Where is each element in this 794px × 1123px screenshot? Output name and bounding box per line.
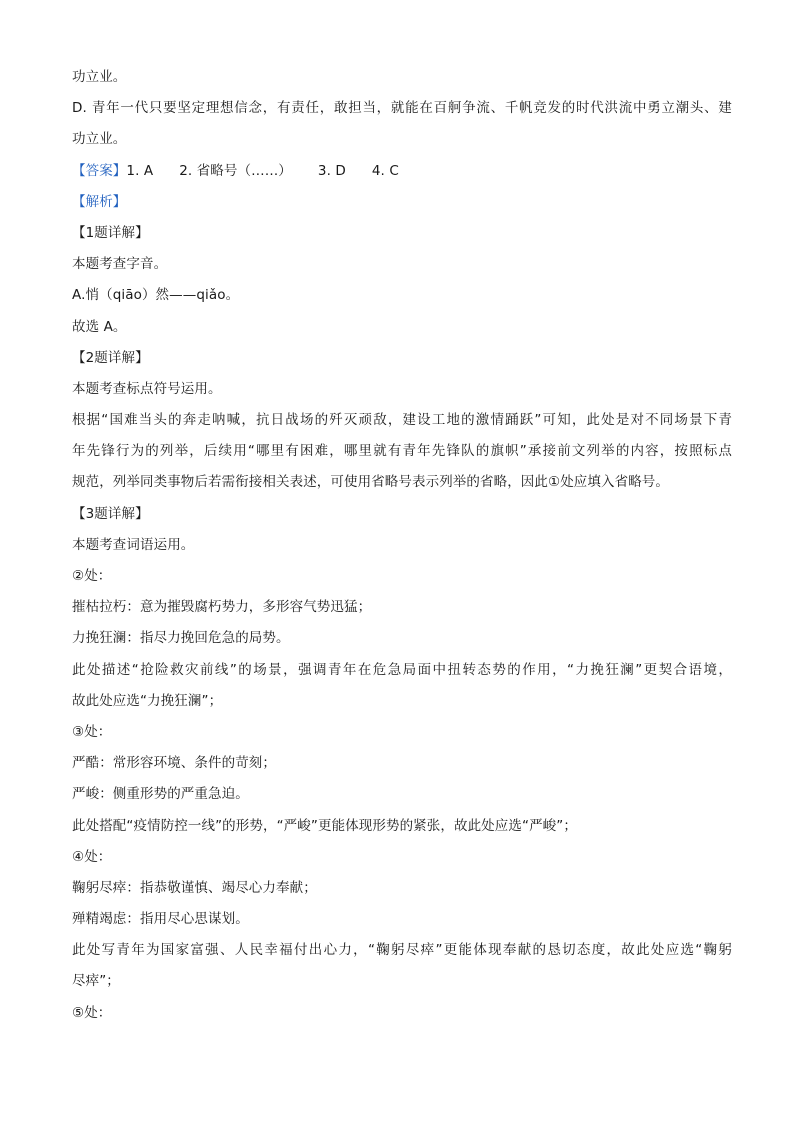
text-line: 严酷：常形容环境、条件的苛刻； — [72, 755, 276, 772]
text-line: 本题考查词语运用。 — [72, 536, 195, 553]
text-line: 此处描述“抢险救灾前线”的场景，强调青年在危急局面中扭转态势的作用，“力挽狂澜”更契合语境， — [72, 661, 732, 678]
analysis-tag: 【解析】 — [72, 193, 127, 210]
section-heading: 【2题详解】 — [72, 349, 149, 366]
text-line: 年先锋行为的列举，后续用“哪里有困难，哪里就有青年先锋队的旗帜”承接前文列举的内容，按照标点 — [72, 443, 732, 460]
answer-tag: 【答案】 — [72, 162, 127, 179]
text-line: 故选 A。 — [72, 318, 127, 335]
text-line: A.悄（qiāo）然——qiǎo。 — [72, 287, 240, 304]
text-line: 功立业。 — [72, 131, 127, 148]
text-line: 殚精竭虑：指用尽心思谋划。 — [72, 911, 249, 928]
text-line: ④处： — [72, 848, 112, 865]
text-line: 本题考查标点符号运用。 — [72, 380, 222, 397]
analysis-line — [72, 187, 732, 218]
text-line: 此处搭配“疫情防控一线”的形势，“严峻”更能体现形势的紧张，故此处应选“严峻”； — [72, 817, 577, 834]
document-page — [72, 62, 732, 1029]
answer-item: 1. A — [126, 162, 154, 179]
text-line: 故此处应选“力挽狂澜”； — [72, 692, 223, 709]
text-line: ⑤处： — [72, 1004, 112, 1021]
answer-item: 3. D — [317, 162, 346, 179]
answer-item: 4. C — [371, 162, 399, 179]
text-line: 此处写青年为国家富强、人民幸福付出心力，“鞠躬尽瘁”更能体现奉献的恳切态度，故此处应选“鞠躬 — [72, 942, 732, 959]
text-line: 本题考查字音。 — [72, 256, 168, 273]
text-line: 严峻：侧重形势的严重急迫。 — [72, 786, 249, 803]
section-heading: 【3题详解】 — [72, 505, 149, 522]
text-line: ②处： — [72, 568, 112, 584]
answer-line — [72, 156, 732, 187]
text-line: 规范，列举同类事物后若需衔接相关表述，可使用省略号表示列举的省略，因此①处应填入省略号。 — [72, 474, 670, 491]
text-line: ③处： — [72, 723, 112, 740]
text-line: 功立业。 — [72, 69, 127, 85]
text-line: 力挽狂澜：指尽力挽回危急的局势。 — [72, 630, 290, 647]
text-line: 尽瘁”； — [72, 973, 120, 990]
text-line: 鞠躬尽瘁：指恭敬谨慎、竭尽心力奉献； — [72, 879, 317, 896]
text-line: 摧枯拉朽：意为摧毁腐朽势力，多形容气势迅猛； — [72, 599, 372, 616]
section-heading: 【1题详解】 — [72, 224, 149, 241]
option-d-line: D. 青年一代只要坚定理想信念，有责任，敢担当，就能在百舸争流、千帆竞发的时代洪流中勇立潮头、建 — [72, 100, 732, 117]
answer-item: 2. 省略号（……） — [179, 162, 292, 179]
text-line: 根据“国难当头的奔走呐喊，抗日战场的歼灭顽敌，建设工地的激情踊跃”可知，此处是对不同场景下青 — [72, 412, 732, 429]
